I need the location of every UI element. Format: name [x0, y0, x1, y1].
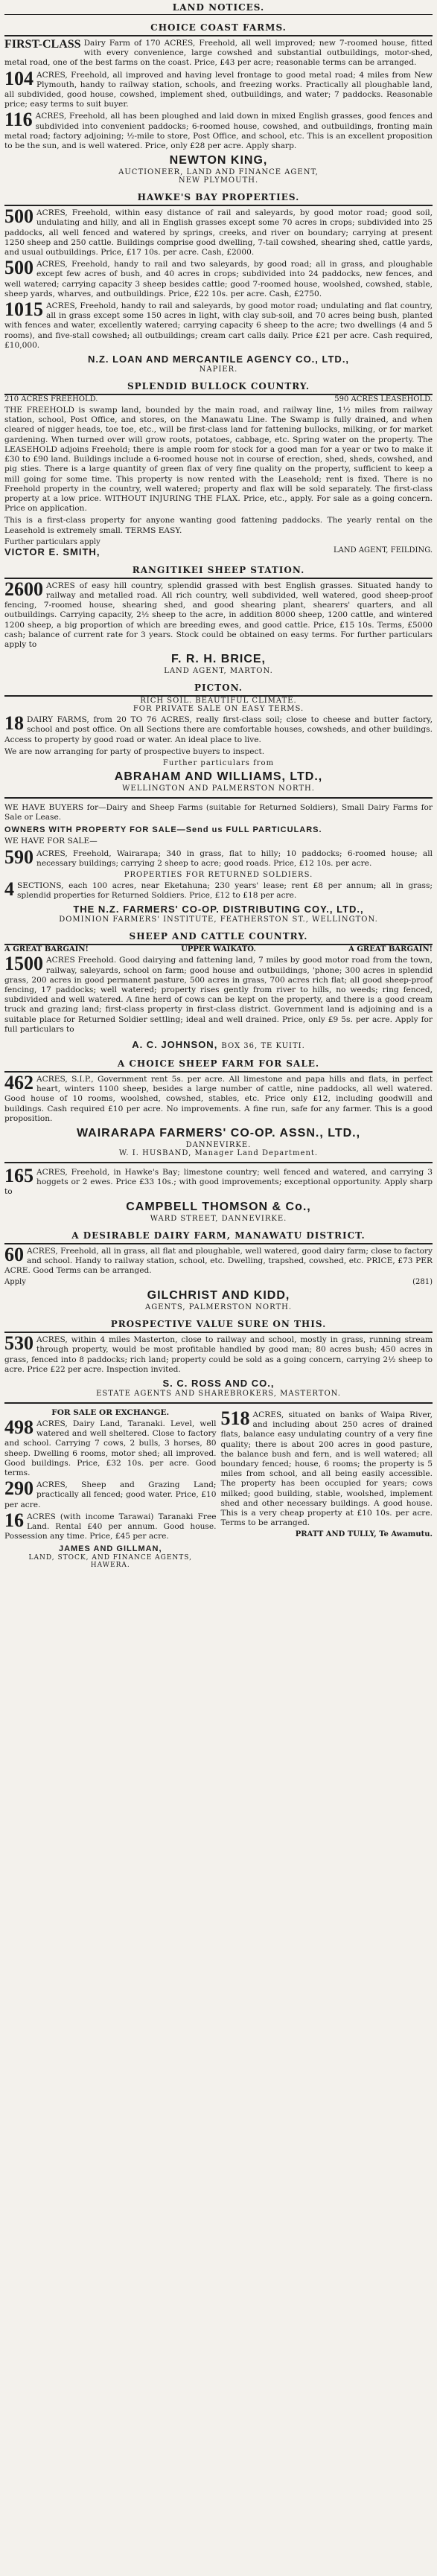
ad-18-dairy-farms	[4, 712, 433, 745]
ad-text: SECTIONS, each 100 acres, near Eketahuna; 230 years' lease; rent £8 per annum; all in grass; splendid properties for Returned Soldiers. Price, £12 to £18 per acre.	[17, 880, 433, 901]
agent-name: A. C. JOHNSON,	[132, 1039, 218, 1050]
ad-text: ACRES, situated on banks of Waipa River, and including about 250 acres of drained flats, balance easy undulating country of a very fine quality; there is about 200 acres in good pasture, the balance bush and fern, and is well watered; all boundary fenced; house, 6 rooms; the property is 5 miles from school, and all being easily accessible. The property has been occupied for years; cows milked; good building, stable, woolshed, implement shed and other necessary buildings. A good house. This is a very cheap property at £10 10s. per acre. Terms to be arranged.	[220, 1410, 433, 1528]
ad-text: ACRES (with income Tarawai) Taranaki Free Land. Rental £40 per annum. Good house. Possession any time. Price, £45 per acre.	[4, 1512, 217, 1541]
ad-lead: 500	[4, 205, 34, 228]
exchange-columns	[4, 1408, 433, 1569]
divider	[4, 1402, 433, 1404]
agent-place: NAPIER.	[199, 365, 238, 374]
ad-text: ACRES, Dairy Land, Taranaki. Level, well watered and well sheltered. Close to factory and school. Carrying 7 cows, 2 bulls, 3 horses, 80 sheep. Dwelling 6 rooms, motor shed; all improved. Good buildings. Price, £32 10s. per acre. Good terms.	[4, 1419, 217, 1478]
exchange-right-column	[221, 1408, 433, 1569]
ad-530-acres	[4, 1332, 433, 1375]
ad-500-acres-a	[4, 205, 433, 258]
agent-name: PRATT AND TULLY, Te Awamutu.	[295, 1530, 433, 1539]
ad-lead: 116	[4, 109, 33, 131]
ad-590-acres	[4, 846, 433, 869]
freehold-label: 210 ACRES FREEHOLD.	[4, 395, 98, 404]
agent-place: WARD STREET, DANNEVIRKE.	[150, 1214, 287, 1223]
ad-text: DAIRY FARMS, from 20 TO 76 ACRES, really first-class soil; close to cheese and butter factory, school and post office. On all Sections there are comfortable houses, cowsheds, and other buildings. Access to property by good road or water. An ideal place to live.	[4, 715, 433, 744]
ad-lead: 290	[4, 1477, 34, 1500]
agent-name: CAMPBELL THOMSON & Co.,	[126, 1200, 311, 1213]
agent-name: S. C. ROSS AND CO.,	[162, 1378, 275, 1390]
ad-text: Dairy Farm of 170 ACRES, Freehold, all well improved; new 7-roomed house, fitted with every convenience, large cowshed and substantial outbuildings, motor-shed, metal road, one of the best farms on the coast. Price, £43 per acre; reasonable terms can be arranged.	[4, 39, 433, 68]
agent-role: LAND AGENT, FEILDING.	[334, 546, 433, 554]
ad-text: ACRES, S.I.P., Government rent 5s. per acre. All limestone and papa hills and flats, in perfect heart, winters 1100 sheep, besides a large number of cattle, nine paddocks, all well watered. Good house of 10 rooms, woolshed, cowshed, stables, etc. Price only £12, including goodwill and buildings. Cash required £10 per acre. No improvements. A fine run, safe for any farmer. This is a good proposition.	[4, 1075, 433, 1123]
agent-name: GILCHRIST AND KIDD,	[147, 1289, 290, 1303]
ad-498-acres	[4, 1416, 217, 1478]
manawatu-contact	[4, 1278, 433, 1286]
leasehold-label: 590 ACRES LEASEHOLD.	[334, 395, 433, 404]
agent-place: WELLINGTON AND PALMERSTON NORTH.	[122, 784, 315, 793]
ad-500-acres-b	[4, 257, 433, 299]
contact-line: Apply	[4, 1278, 26, 1287]
ad-text: ACRES, Freehold, in Hawke's Bay; limestone country; well fenced and watered, and carrying 3 hoggets or 2 ewes. Price £33 10s.; with good improvements; exceptional opportunity. Apply sharp to	[4, 1168, 433, 1197]
section-manawatu: A DESIRABLE DAIRY FARM, MANAWATU DISTRICT.	[4, 1226, 433, 1244]
bullock-extra: This is a first-class property for anyone wanting good fattening paddocks. The yearly rental on the Leasehold is extremely small. TERMS EASY.	[4, 516, 433, 535]
ad-lead: 16	[4, 1509, 24, 1531]
ad-lead: FIRST-CLASS	[4, 38, 81, 51]
agent-role: AUCTIONEER, LAND AND FINANCE AGENT,	[118, 168, 319, 177]
ad-290-acres	[4, 1477, 217, 1510]
agent-manager: W. I. HUSBAND, Manager Land Department.	[118, 1149, 319, 1158]
ad-lead: 530	[4, 1332, 34, 1355]
section-bullock-country: SPLENDID BULLOCK COUNTRY.	[4, 377, 433, 395]
ad-text: ACRES, Freehold, within easy distance of rail and saleyards, by good motor road; good soil, undulating and hilly, and all in English grasses except some 70 acres in crops; subdivided into 25 paddocks, all well fenced and watered by springs, creeks, and river on boundary; carrying at present 1250 sheep and 250 cattle. Buildings comprise good dwelling, 7-tail cowshed, shearing shed, cattle yards, and usual outbuildings. Price, £17 10s. per acre. Cash, £2000.	[4, 208, 433, 258]
ad-104-acres	[4, 67, 433, 110]
ad-text: ACRES Freehold. Good dairying and fattening land, 7 miles by good motor road from the town, railway, saleyards, school on farm; good house and outbuildings, 'phone; 300 acres in splendid grass, 200 acres in good permanent pasture, 500 acres in grass, 700 acres rich flat; all good sheep-proof fencing, 17 paddocks; well watered; property rises gently from river to hills, no weeds; ring fenced, subdivided and well watered. A fine herd of cows can be kept on the property, and there is a good cream truck and grazing land; first-class property in first-class district. Government land is adjoining and is a suitable place for Returned Soldier settling; ideal and well drained. Price, only £9 5s. per acre. Apply for full particulars to	[4, 956, 433, 1034]
ad-lead: 60	[4, 1243, 24, 1265]
picton-extra: We are now arranging for party of prospective buyers to inspect.	[4, 747, 265, 756]
section-choice-sheep-farm: A CHOICE SHEEP FARM FOR SALE.	[4, 1054, 433, 1073]
bargain-left: A GREAT BARGAIN!	[4, 945, 89, 954]
agent-place: ESTATE AGENTS AND SHAREBROKERS, MASTERTON.	[96, 1390, 341, 1399]
ad-lead: 1015	[4, 298, 43, 321]
agent-place: BOX 36, TE KUITI.	[221, 1042, 305, 1050]
ad-text: ACRES, Sheep and Grazing Land; practically all fenced; good water. Price, £10 per acre.	[4, 1480, 217, 1509]
bargain-mid: UPPER WAIKATO.	[181, 945, 256, 954]
ad-lead: 500	[4, 257, 34, 279]
ad-lead: 165	[4, 1165, 34, 1187]
ad-lead: 18	[4, 712, 24, 735]
agent-place: NEW PLYMOUTH.	[178, 176, 259, 185]
owners-line: OWNERS WITH PROPERTY FOR SALE—Send us FULL PARTICULARS.	[4, 825, 322, 835]
exchange-left-column	[4, 1408, 217, 1569]
ad-lead: 2600	[4, 578, 43, 600]
agent-role: LAND AGENT, MARTON.	[164, 667, 273, 676]
ad-lead: 590	[4, 846, 34, 868]
ad-text: ACRES, Freehold, all has been ploughed and laid down in mixed English grasses, good fences and subdivided into convenient paddocks; 6-roomed house, cowshed, and outbuildings, fronting main metal road; factory adjoining; ½-mile to store, Post Office, and school, etc. This is an excellent proposition to be the sun, and is well watered. Price, only £28 per acre. Apply sharp.	[4, 112, 433, 151]
ad-518-acres	[220, 1407, 433, 1528]
section-hawkes-bay: HAWKE'S BAY PROPERTIES.	[4, 188, 433, 206]
ad-116-acres	[4, 109, 433, 151]
ad-lead: 4	[4, 878, 14, 900]
agent-place: DANNEVIRKE.	[185, 1141, 252, 1150]
ad-lead: 104	[4, 67, 34, 89]
agent-name: THE N.Z. FARMERS' CO-OP. DISTRIBUTING COY., LTD.,	[73, 904, 364, 915]
exchange-heading: FOR SALE OR EXCHANGE.	[51, 1408, 170, 1418]
picton-sale-line: FOR PRIVATE SALE ON EASY TERMS.	[133, 705, 304, 714]
agent-name: VICTOR E. SMITH,	[4, 546, 101, 557]
ad-text: ACRES, Freehold, handy to rail and saleyards, by good motor road; undulating and flat country, all in grass except some 150 acres in light, with clay sub-soil, and 70 acres being bush, planted with fences and water, excellently watered; carrying capacity 6 sheep to the acre; two dwellings (4 and 5 rooms), and five-stall cowshed; all outbuildings; cream cart calls daily. Price £21 per acre. Cash required, £10,000.	[4, 301, 433, 350]
have-for-sale: WE HAVE FOR SALE—	[4, 837, 98, 846]
ad-16-acres	[4, 1509, 217, 1542]
section-prospective-value: PROSPECTIVE VALUE SURE ON THIS.	[4, 1314, 433, 1333]
section-choice-coast-farms: CHOICE COAST FARMS.	[4, 18, 433, 36]
ad-text: ACRES, Freehold, handy to rail and two saleyards, by good road; all in grass, and ploughable except few acres of bush, and 40 acres in crops; subdivided into 24 paddocks, new fences, and well watered; carrying capacity 3 sheep besides cattle; good 7-roomed house, woolshed, cowshed, stable, sheep yards, wharves, and outbuildings. Price, £22 10s. per acre. Cash, £2750.	[4, 260, 433, 298]
ad-reference: (281)	[412, 1278, 433, 1287]
ad-165-acres	[4, 1165, 433, 1198]
divider	[4, 1162, 433, 1163]
ad-lead: 1500	[4, 953, 43, 975]
bullock-agent-row	[4, 546, 433, 557]
agent-name: WAIRARAPA FARMERS' CO-OP. ASSN., LTD.,	[76, 1127, 361, 1140]
bullock-contact	[4, 538, 433, 546]
ad-text: ACRES, within 4 miles Masterton, close to railway and school, mostly in grass, running stream through property, would be most profitable handled by good man; 80 acres bush; 450 acres in grass, fenced into 8 paddocks; rich land; property could be sold as a going concern, carrying 2½ sheep to acre. Price £22 per acre. Inspection invited.	[4, 1335, 433, 1374]
contact-line: Further particulars apply	[4, 537, 101, 546]
section-rangitikei: RANGITIKEI SHEEP STATION.	[4, 560, 433, 579]
section-sheep-cattle: SHEEP AND CATTLE COUNTRY.	[4, 927, 433, 945]
ad-text: ACRES, Freehold, Wairarapa; 340 in grass, flat to hilly; 10 paddocks; 6-roomed house; all necessary buildings; carrying 2 sheep to acre; good roads. Price, £12 10s. per acre.	[36, 848, 433, 868]
ad-lead: 518	[220, 1407, 250, 1430]
returned-soldiers-heading: PROPERTIES FOR RETURNED SOLDIERS.	[124, 870, 313, 879]
ad-2600-acres	[4, 578, 433, 650]
contact-line: Further particulars from	[162, 758, 275, 767]
agent-place: AGENTS, PALMERSTON NORTH.	[144, 1303, 293, 1312]
ad-1015-acres	[4, 298, 433, 351]
agent-name: NEWTON KING,	[169, 154, 268, 167]
ad-60-acres	[4, 1243, 433, 1276]
bargain-row	[4, 945, 433, 953]
agent-name: N.Z. LOAN AND MERCANTILE AGENCY CO., LTD.,	[87, 354, 350, 365]
ad-1500-acres	[4, 953, 433, 1035]
agent-role: LAND, STOCK, AND FINANCE AGENTS,	[28, 1554, 192, 1562]
page-header: LAND NOTICES.	[4, 0, 433, 15]
agent-name: F. R. H. BRICE,	[170, 653, 266, 666]
agent-row	[4, 1037, 433, 1051]
agent-place: DOMINION FARMERS' INSTITUTE, FEATHERSTON ST., WELLINGTON.	[59, 915, 378, 924]
agent-place: HAWERA.	[90, 1562, 130, 1570]
farmers-intro: WE HAVE BUYERS for—Dairy and Sheep Farms (suitable for Returned Soldiers), Small Dairy Farms for Sale or Lease.	[4, 802, 433, 822]
section-picton: PICTON.	[4, 678, 433, 697]
ad-lead: 498	[4, 1416, 34, 1439]
bullock-text: THE FREEHOLD is swamp land, bounded by the main road, and railway line, 1½ miles from railway station, school, Post Office, and stores, on the Manawatu Line. The Swamp is fully drained, and when cleared of nigger heads, toe toe, etc., will be first-class land for fattening bullocks, milking, or for market gardening. When turned over will grow roots, potatoes, cabbage, etc. Spring water on the property. The LEASEHOLD adjoins Freehold; there is ample room for stock for a good man for a year or two to make it £30 to £90 land. Buildings include a 6-roomed house not in course of erection, shed, sheds, cowshed, and pig sties. There is a large quantity of green flax of very fine quality on the property, sufficient to keep a mill going for some time. This property is now rented with the Leasehold; rent is fixed. There is no Freehold property in the country, well watered; property and flax will be sold separately. The first-class property at a low price. WITHOUT INJURING THE FLAX. Price, etc., apply. For sale as a going concern. Price on application.	[4, 406, 433, 514]
divider	[4, 797, 433, 799]
ad-text: ACRES of easy hill country, splendid grassed with best English grasses. Situated handy to railway and metalled road. All rich country, well subdivided, well watered, good sheep-proof fencing, 7-roomed house, shearing shed, and good shearing plant, shearers' quarters, and all outbuildings. Carrying capacity, 2½ sheep to the acre, in addition 8000 sheep, 1200 cattle, and wintered 1200 sheep, a big proportion of which are breeding ewes, and good cattle. Price, £15 10s. Terms, £5000 cash; balance of current rate for 3 years. Stock could be obtained on easy terms. For further particulars apply to	[4, 581, 433, 649]
ad-4-sections	[4, 878, 433, 901]
bargain-right: A GREAT BARGAIN!	[348, 945, 433, 954]
bullock-subheads	[4, 395, 433, 403]
agent-name: ABRAHAM AND WILLIAMS, LTD.,	[114, 770, 323, 783]
ad-text: ACRES, Freehold, all improved and having level frontage to good metal road; 4 miles from New Plymouth, handy to railway station, schools, and freezing works. Practically all ploughable land, all subdivided, good house, cowshed, implement shed, outbuildings, and water; 7 paddocks. Reasonable price; easy terms to suit buyer.	[4, 70, 433, 109]
picton-tagline: RICH SOIL. BEAUTIFUL CLIMATE.	[140, 697, 297, 706]
ad-170-acres	[4, 39, 433, 68]
ad-462-acres	[4, 1072, 433, 1124]
agent-name: JAMES AND GILLMAN,	[58, 1544, 162, 1554]
ad-text: ACRES, Freehold, all in grass, all flat and ploughable, well watered, good dairy farm; close to factory and school. Handy to railway station, school, etc. Dwelling, trapshed, cowshed, etc. PRICE, £73 PER ACRE. Good Terms can be arranged.	[4, 1246, 433, 1276]
ad-lead: 462	[4, 1072, 34, 1093]
